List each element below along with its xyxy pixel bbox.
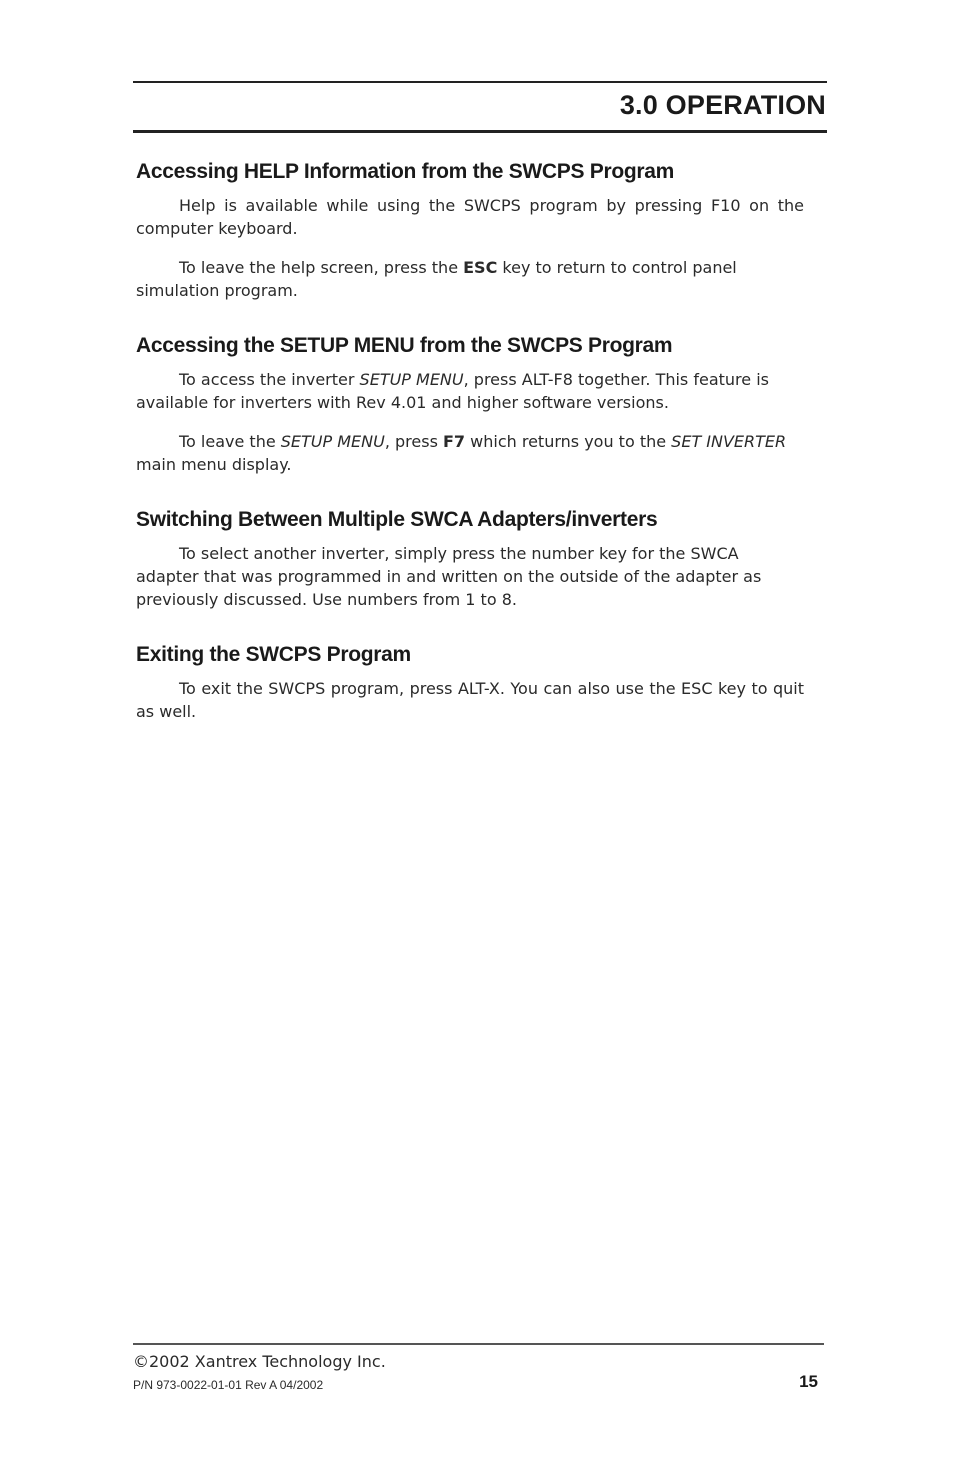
- section-exiting: [136, 643, 804, 723]
- section-heading: Exiting the SWCPS Program: [136, 643, 411, 666]
- key-name: ESC: [463, 258, 498, 277]
- key-name: F7: [443, 432, 466, 451]
- header-top-rule: [133, 81, 827, 83]
- part-number: P/N 973-0022-01-01 Rev A 04/2002: [133, 1378, 324, 1392]
- paragraph: Help is available while using the SWCPS program by pressing F10 on the computer keyboard.: [136, 196, 804, 238]
- footer-rule: [133, 1343, 824, 1345]
- section-heading: Switching Between Multiple SWCA Adapters/inverters: [136, 508, 658, 531]
- section-setup-menu: [136, 334, 804, 476]
- chapter-title: 3.0 OPERATION: [619, 90, 826, 120]
- text-run: To leave the help screen, press the: [179, 258, 464, 277]
- menu-name: SET INVERTER: [671, 432, 787, 451]
- section-heading: Accessing HELP Information from the SWCPS Program: [136, 160, 675, 183]
- text-run: key to return to control panel simulation program.: [136, 258, 737, 300]
- section-heading: Accessing the SETUP MENU from the SWCPS Program: [136, 334, 673, 357]
- text-run: , press ALT-F8 together. This feature is available for inverters with Rev 4.01 and higher software versions.: [136, 370, 769, 412]
- section-help: [136, 160, 804, 302]
- paragraph: [136, 256, 804, 302]
- text-run: To leave the: [179, 432, 281, 451]
- menu-name: SETUP MENU: [280, 432, 385, 451]
- paragraph: [136, 368, 804, 414]
- text-run: main menu display.: [136, 455, 292, 474]
- page-number: 15: [799, 1372, 818, 1391]
- menu-name: SETUP MENU: [359, 370, 464, 389]
- header-bottom-rule: [133, 130, 827, 133]
- paragraph: [136, 430, 804, 476]
- copyright-notice: ©2002 Xantrex Technology Inc.: [133, 1352, 386, 1371]
- text-run: To access the inverter: [179, 370, 360, 389]
- page-content: [136, 160, 804, 755]
- paragraph: To select another inverter, simply press the number key for the SWCA adapter that was programmed in and written on the outside of the adapter as previously discussed. Use numbers from 1 to 8.: [136, 544, 762, 609]
- text-run: which returns you to the: [465, 432, 672, 451]
- section-switching: [136, 508, 804, 611]
- text-run: , press: [384, 432, 443, 451]
- paragraph: To exit the SWCPS program, press ALT-X. You can also use the ESC key to quit as well.: [136, 679, 804, 721]
